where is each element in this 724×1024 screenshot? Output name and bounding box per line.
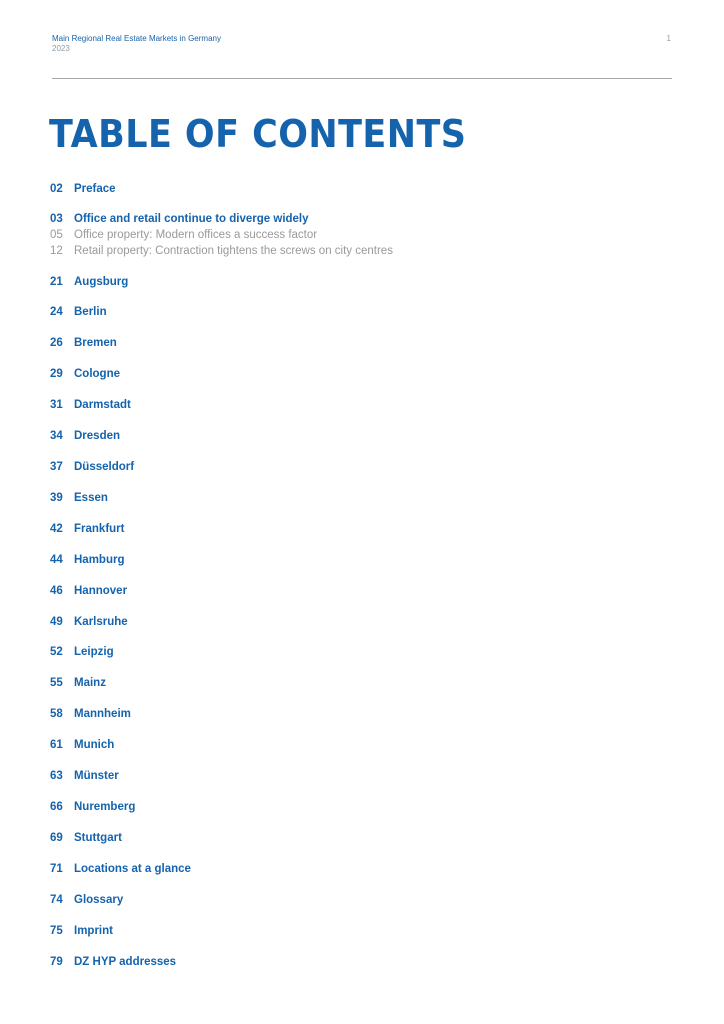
toc-entry-label: Hannover [74,585,128,597]
toc-entry-label: Leipzig [74,646,114,658]
toc-page-number: 39 [50,492,63,504]
toc-entry-label: Karlsruhe [74,616,128,628]
toc-page-number: 02 [50,183,63,195]
toc-entry-label: Essen [74,492,108,504]
toc-entry-label: Münster [74,770,119,782]
toc-page-number: 37 [50,461,63,473]
toc-entry-label: Cologne [74,368,120,380]
toc-page-number: 03 [50,213,63,225]
toc-page-number: 46 [50,585,63,597]
toc-page-number: 74 [50,894,63,906]
toc-entry-label: Imprint [74,925,113,937]
toc-page-number: 44 [50,554,63,566]
toc-entry-label: Bremen [74,337,117,349]
toc-entry-label: Munich [74,739,115,751]
toc-page-number: 24 [50,306,63,318]
toc-page-number: 49 [50,616,63,628]
toc-page-number: 58 [50,708,63,720]
toc-page-number: 69 [50,832,63,844]
toc-entry-label: Augsburg [74,276,129,288]
toc-page-number: 26 [50,337,63,349]
toc-entry-label: Office property: Modern offices a success factor [74,229,318,241]
toc-page-number: 52 [50,646,63,658]
toc-page-number: 31 [50,399,63,411]
toc-entry-label: Stuttgart [74,832,122,844]
page-number: 1 [666,34,671,43]
toc-entry-label: Darmstadt [74,399,131,411]
toc-entry-label: Retail property: Contraction tightens the screws on city centres [74,245,393,257]
toc-page-number: 21 [50,276,63,288]
toc-entry-label: Berlin [74,306,107,318]
toc-entry-label: Mannheim [74,708,131,720]
toc-entry-label: Hamburg [74,554,125,566]
toc-page-number: 34 [50,430,63,442]
toc-entry-label: Dresden [74,430,121,442]
toc-entry-label: DZ HYP addresses [74,956,177,968]
toc-page-number: 79 [50,956,63,968]
toc-entry-label: Düsseldorf [74,461,135,473]
toc-entry-label: Locations at a glance [74,863,191,875]
toc-page-number: 12 [50,245,63,257]
page-title: TABLE OF CONTENTS [49,112,467,156]
toc-page-number: 42 [50,523,63,535]
toc-page-number: 55 [50,677,63,689]
toc-page-number: 29 [50,368,63,380]
toc-page-number: 05 [50,229,63,241]
toc-entry-label: Office and retail continue to diverge widely [74,213,309,225]
toc-entry-label: Frankfurt [74,523,125,535]
toc-entry-label: Glossary [74,894,124,906]
toc-page-number: 66 [50,801,63,813]
toc-entry-label: Preface [74,183,116,195]
header-divider [52,78,672,79]
toc-entry-label: Mainz [74,677,106,689]
document-title: Main Regional Real Estate Markets in Germany [52,34,221,43]
toc-page-number: 61 [50,739,63,751]
document-year: 2023 [52,44,70,53]
toc-page-number: 63 [50,770,63,782]
toc-page-number: 75 [50,925,63,937]
toc-entry-label: Nuremberg [74,801,136,813]
toc-page-number: 71 [50,863,63,875]
page-header [52,34,672,54]
